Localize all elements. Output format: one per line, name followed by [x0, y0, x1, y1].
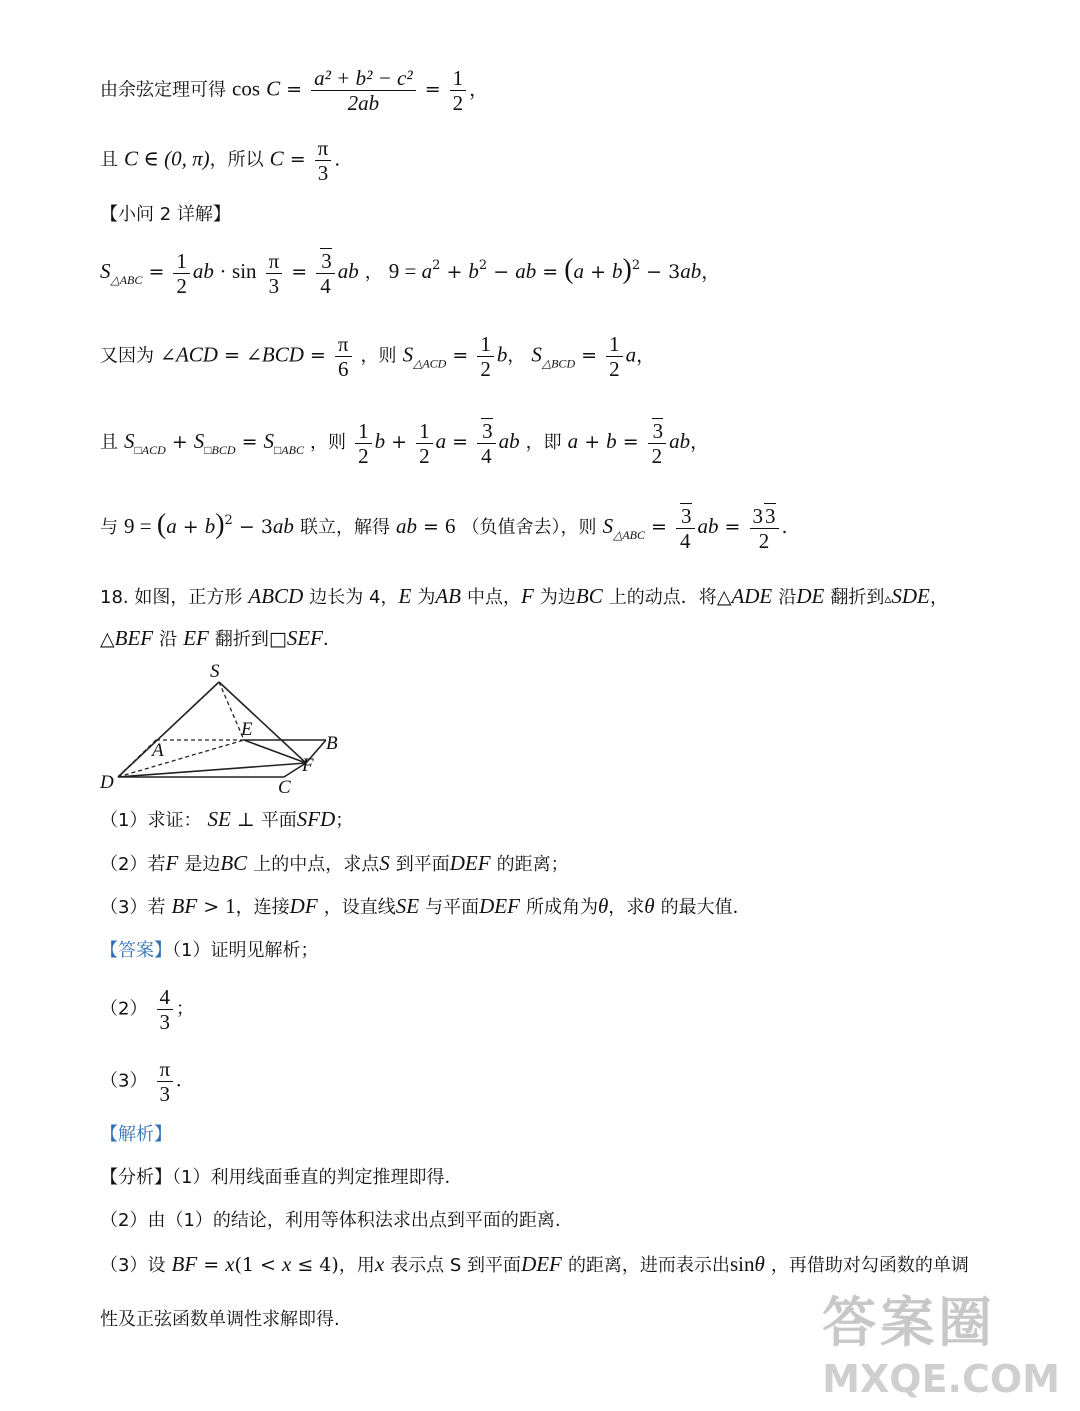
angle-equal-line: 又因为 ∠ACD = ∠BCD = $\frac{\pi}{6}$ ，则 $S_{\triangle ACD}$ = $\frac{1}{2}$ b， $S_{\triangle BCD}$ = $\frac{1}{2}$ a，	[100, 332, 656, 381]
cosine-law-line: 由余弦定理可得 cos C = $\frac{\text{a² + b² − c²}}{2ab}$ = $\frac{1}{2}$ ，	[100, 66, 489, 115]
answer-line-1: 【答案】（1）证明见解析；	[100, 940, 319, 961]
area-sum-line: 且 $S_{□ACD} + S_{□BCD} = S_{□ABC}$ ，则 $\frac{1}{2}$ b + $\frac{1}{2}$ a = $\frac{3}{4}$ ab ，即 a + b = $\frac{3}{2}$ ab，	[100, 418, 710, 468]
area-formula-line: $S_{\triangle ABC}$ = $\frac{1}{2}$ ab · sin $\frac{\pi}{3}$ = $\frac{3}{4}$ ab ， $9 = a^2 + b^2$ − ab = $(a + b)^2 - 3ab$，	[100, 248, 721, 298]
sub-question-2: （2）若F 是边BC 上的中点，求点S 到平面DEF 的距离；	[100, 851, 569, 875]
label-d: D	[100, 772, 114, 793]
answer-line-2: （2） $\frac{4}{3}$ ；	[100, 985, 194, 1034]
solve-line: 与 $9 = (a + b)^2 - 3ab$ 联立，解得 ab = 6 （负值舍去），则 $S_{\triangle ABC}$ = $\frac{3}{4}$ ab = $\frac{33}{2}$ .	[100, 504, 788, 553]
label-f: F	[302, 755, 314, 776]
folded-square-figure	[96, 660, 356, 795]
watermark-en: MXQE.COM	[822, 1357, 1060, 1401]
watermark-logo	[822, 1280, 1060, 1401]
sub-question-1: （1）求证： SE ⊥ 平面SFD；	[100, 807, 354, 831]
label-s: S	[210, 661, 220, 682]
answer-line-3: （3） $\frac{\pi}{3}$ .	[100, 1057, 182, 1106]
label-a: A	[152, 740, 164, 761]
label-e: E	[241, 719, 253, 740]
angle-c-line: 且 C ∈ (0, π)，所以 C = $\frac{\pi}{3}$ .	[100, 136, 341, 185]
question-18-line2: △BEF 沿 EF 翻折到□SEF．	[100, 626, 342, 650]
watermark-cn: 答案圈	[822, 1291, 997, 1354]
analysis-line-1: 【分析】（1）利用线面垂直的判定推理即得.	[100, 1167, 451, 1188]
analysis-line-2: （2）由（1）的结论，利用等体积法求出点到平面的距离.	[100, 1210, 561, 1231]
analysis-tag: 【解析】	[100, 1124, 172, 1145]
subquestion-2-heading: 【小问 2 详解】	[100, 204, 231, 225]
analysis-line-3: （3）设 BF = x(1 < x ≤ 4)，用x 表示点 S 到平面DEF 的距离，进而表示出sinθ ，再借助对勾函数的单调	[100, 1252, 969, 1276]
label-b: B	[326, 733, 338, 754]
cosine-fraction: $\frac{\text{a² + b² − c²}}{2ab}$	[311, 66, 416, 115]
analysis-line-4: 性及正弦函数单调性求解即得.	[100, 1309, 340, 1330]
half-fraction: $\frac{1}{2}$	[450, 66, 467, 115]
answer-tag: 【答案】	[100, 940, 172, 961]
label-c: C	[278, 777, 291, 795]
question-18-line1: 18. 如图，正方形 ABCD 边长为 4，E 为AB 中点，F 为边BC 上的动点．将△ADE 沿DE 翻折到▵SDE，	[100, 584, 949, 608]
sub-question-3: （3）若 BF > 1，连接DF ，设直线SE 与平面DEF 所成角为θ，求θ 的最大值．	[100, 894, 751, 918]
